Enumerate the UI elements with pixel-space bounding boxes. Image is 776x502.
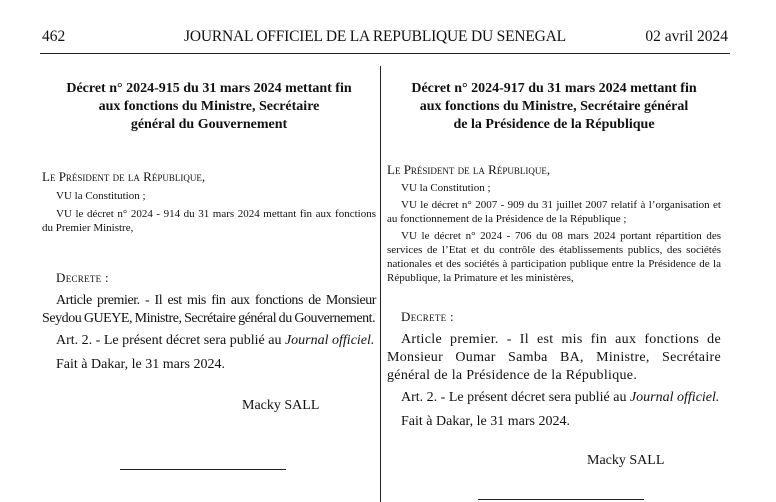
president-heading: Le Président de la République, <box>387 162 551 177</box>
signature: Macky SALL <box>242 398 320 413</box>
column-divider <box>380 66 381 502</box>
page-number: 462 <box>42 28 66 45</box>
fait-a-dakar: Fait à Dakar, le 31 mars 2024. <box>401 414 570 429</box>
fait-a-dakar: Fait à Dakar, le 31 mars 2024. <box>56 357 225 372</box>
vu-constitution: VU la Constitution ; <box>401 182 491 194</box>
decree-915-title: Décret n° 2024-915 du 31 mars 2024 mettant fin aux fonctions du Ministre, Secrétaire général du Gouvernement <box>66 81 352 132</box>
decree-917-column <box>387 72 721 469</box>
article-2: Art. 2. - Le présent décret sera publié au Journal officiel. <box>401 390 720 405</box>
journal-title: JOURNAL OFFICIEL DE LA REPUBLIQUE DU SENEGAL <box>184 28 566 45</box>
vu-decree-2024-706: VU le décret n° 2024 - 706 du 08 mars 2024 portant répartition des services de l’Etat et du contrôle des établissements publics, des sociétés nationales et des sociétés à participation publique entre la Présidence de la République, la Primature et les ministères, <box>387 230 721 284</box>
header-rule <box>40 53 730 54</box>
decree-917-title: Décret n° 2024-917 du 31 mars 2024 mettant fin aux fonctions du Ministre, Secrétaire général de la Présidence de la République <box>411 81 697 132</box>
issue-date: 02 avril 2024 <box>645 28 728 45</box>
vu-decree-914: VU le décret n° 2024 - 914 du 31 mars 2024 mettant fin aux fonctions du Premier Ministre, <box>42 208 376 234</box>
decrete-heading: Decrete : <box>401 309 454 324</box>
page-header <box>40 28 728 50</box>
closing-rule-right <box>478 499 644 500</box>
vu-decree-2007-909: VU le décret n° 2007 - 909 du 31 juillet 2007 relatif à l’organisation et au fonctionnement de la Présidence de la République ; <box>387 199 721 225</box>
closing-rule-left <box>120 469 286 470</box>
article-2: Art. 2. - Le présent décret sera publié au Journal officiel. <box>56 333 375 348</box>
president-heading: Le Président de la République, <box>42 169 206 184</box>
article-premier: Article premier. - Il est mis fin aux fonctions de Monsieur Oumar Samba BA, Ministre, Secrétaire général de la Présidence de la République. <box>387 332 721 383</box>
vu-constitution: VU la Constitution ; <box>56 190 146 202</box>
article-premier: Article premier. - Il est mis fin aux fonctions de Monsieur Seydou GUEYE, Ministre, Secrétaire général du Gouvernement. <box>42 293 376 326</box>
decree-915-column <box>42 72 376 414</box>
decrete-heading: Decrete : <box>56 270 109 285</box>
signature: Macky SALL <box>587 453 665 468</box>
